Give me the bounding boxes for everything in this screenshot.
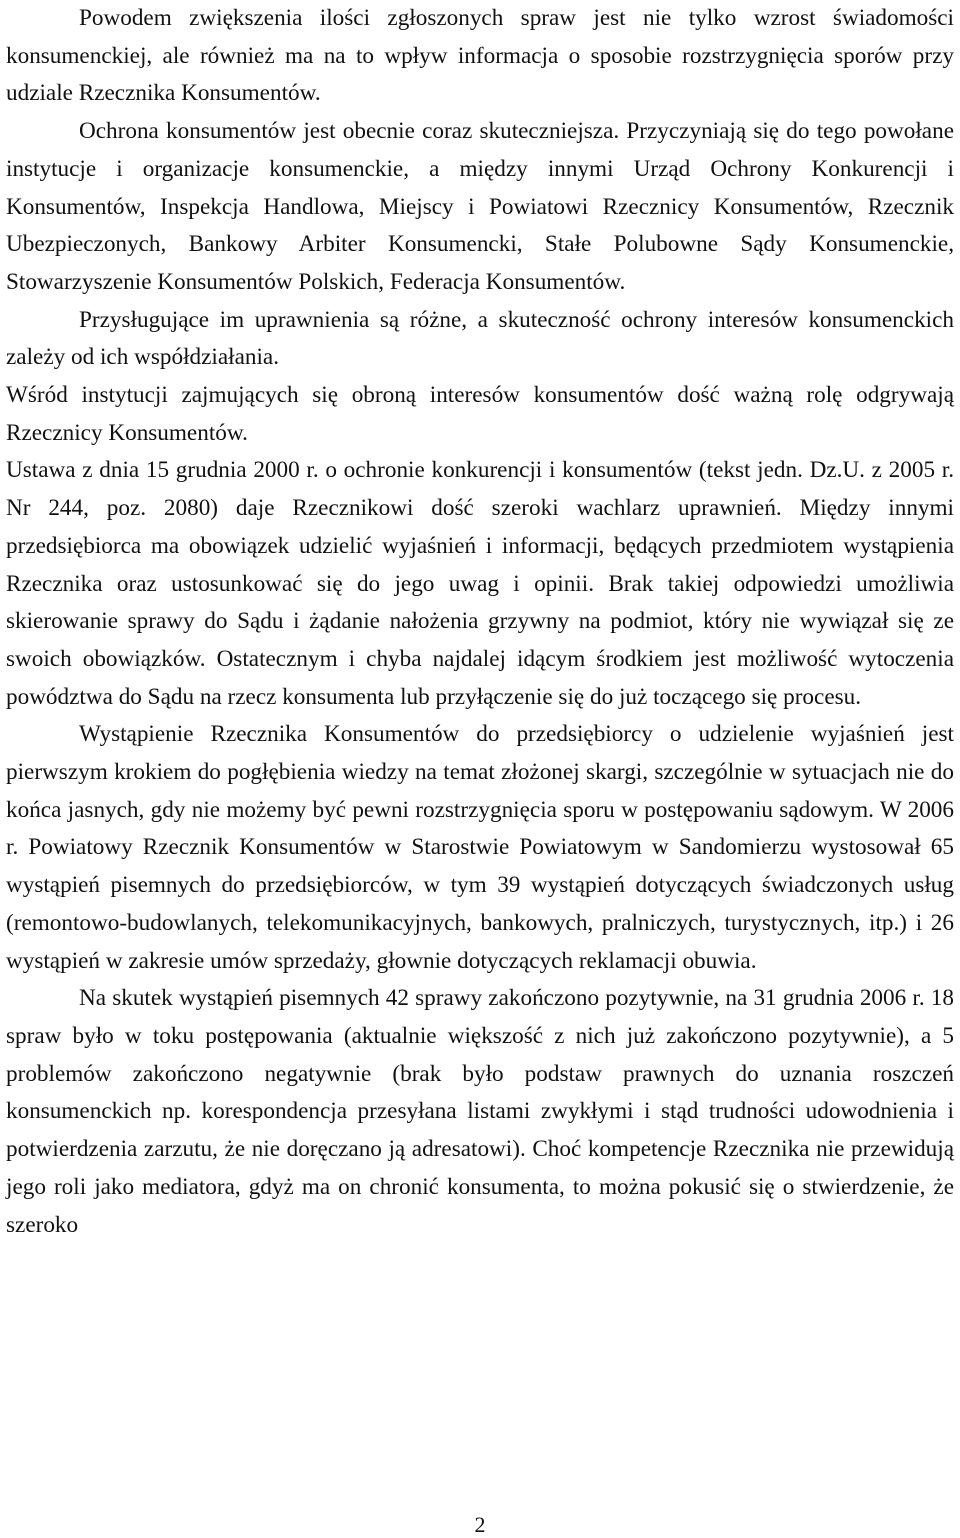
- paragraph-reasons-increase: Powodem zwiększenia ilości zgłoszonych spraw jest nie tylko wzrost świadomości konsumenckiej, ale również ma na to wpływ informacja o sposobie rozstrzygnięcia sporów przy udziale Rzecznika Konsumentów.: [6, 5, 954, 107]
- paragraph-rights: Przysługujące im uprawnienia są różne, a skuteczność ochrony interesów konsumenckich zależy od ich współdziałania.: [6, 306, 954, 371]
- page-number: 2: [474, 1512, 486, 1537]
- paragraph-intervention-results: Na skutek wystąpień pisemnych 42 sprawy zakończono pozytywnie, na 31 grudnia 2006 r. 18 spraw było w toku postępowania (aktualnie większość z nich już zakończono pozytywnie), a 5 problemów zakończono negatywnie (brak było podstaw prawnych do uznania roszczeń konsumenckich np. korespondencja przesyłana listami zwykłymi i stąd trudności udowodnienia i potwierdzenia zarzutu, że nie doręczano ją adresatowi). Choć kompetencje Rzecznika nie przewidują jego roli jako mediatora, gdyż ma on chronić konsumenta, to można pokusić się o stwierdzenie, że szeroko: [6, 985, 954, 1238]
- paragraph-consumer-protection: Ochrona konsumentów jest obecnie coraz skuteczniejsza. Przyczyniają się do tego powołane instytucje i organizacje konsumenckie, a między innymi Urząd Ochrony Konkurencji i Konsumentów, Inspekcja Handlowa, Miejscy i Powiatowi Rzecznicy Konsumentów, Rzecznik Ubezpieczonych, Bankowy Arbiter Konsumencki, Stałe Polubowne Sądy Konsumenckie, Stowarzyszenie Konsumentów Polskich, Federacja Konsumentów.: [6, 118, 954, 295]
- paragraph-ombudsman-interventions: Wystąpienie Rzecznika Konsumentów do przedsiębiorcy o udzielenie wyjaśnień jest pierwszym krokiem do pogłębienia wiedzy na temat złożonej skargi, szczególnie w sytuacjach nie do końca jasnych, gdy nie możemy być pewni rozstrzygnięcia sporu w postępowaniu sądowym. W 2006 r. Powiatowy Rzecznik Konsumentów w Starostwie Powiatowym w Sandomierzu wystosował 65 wystąpień pisemnych do przedsiębiorców, w tym 39 wystąpień dotyczących świadczonych usług (remontowo-budowlanych, telekomunikacyjnych, bankowych, pralniczych, turystycznych, itp.) i 26 wystąpień w zakresie umów sprzedaży, głownie dotyczących reklamacji obuwia.: [6, 721, 954, 974]
- paragraph-role-of-ombudsmen: Wśród instytucji zajmujących się obroną interesów konsumentów dość ważną rolę odgrywają Rzecznicy Konsumentów.: [6, 382, 954, 446]
- paragraph-act-powers: Ustawa z dnia 15 grudnia 2000 r. o ochronie konkurencji i konsumentów (tekst jedn. Dz.U. z 2005 r. Nr 244, poz. 2080) daje Rzecznikowi dość szeroki wachlarz uprawnień. Między innymi przedsiębiorca ma obowiązek udzielić wyjaśnień i informacji, będących przedmiotem wystąpienia Rzecznika oraz ustosunkować się do jego uwag i opinii. Brak takiej odpowiedzi umożliwia skierowanie sprawy do Sądu i żądanie nałożenia grzywny na podmiot, który nie wywiązał się ze swoich obowiązków. Ostatecznym i chyba najdalej idącym środkiem jest możliwość wytoczenia powództwa do Sądu na rzecz konsumenta lub przyłączenie się do już toczącego się procesu.: [6, 457, 954, 710]
- document-page: [6, 0, 954, 1244]
